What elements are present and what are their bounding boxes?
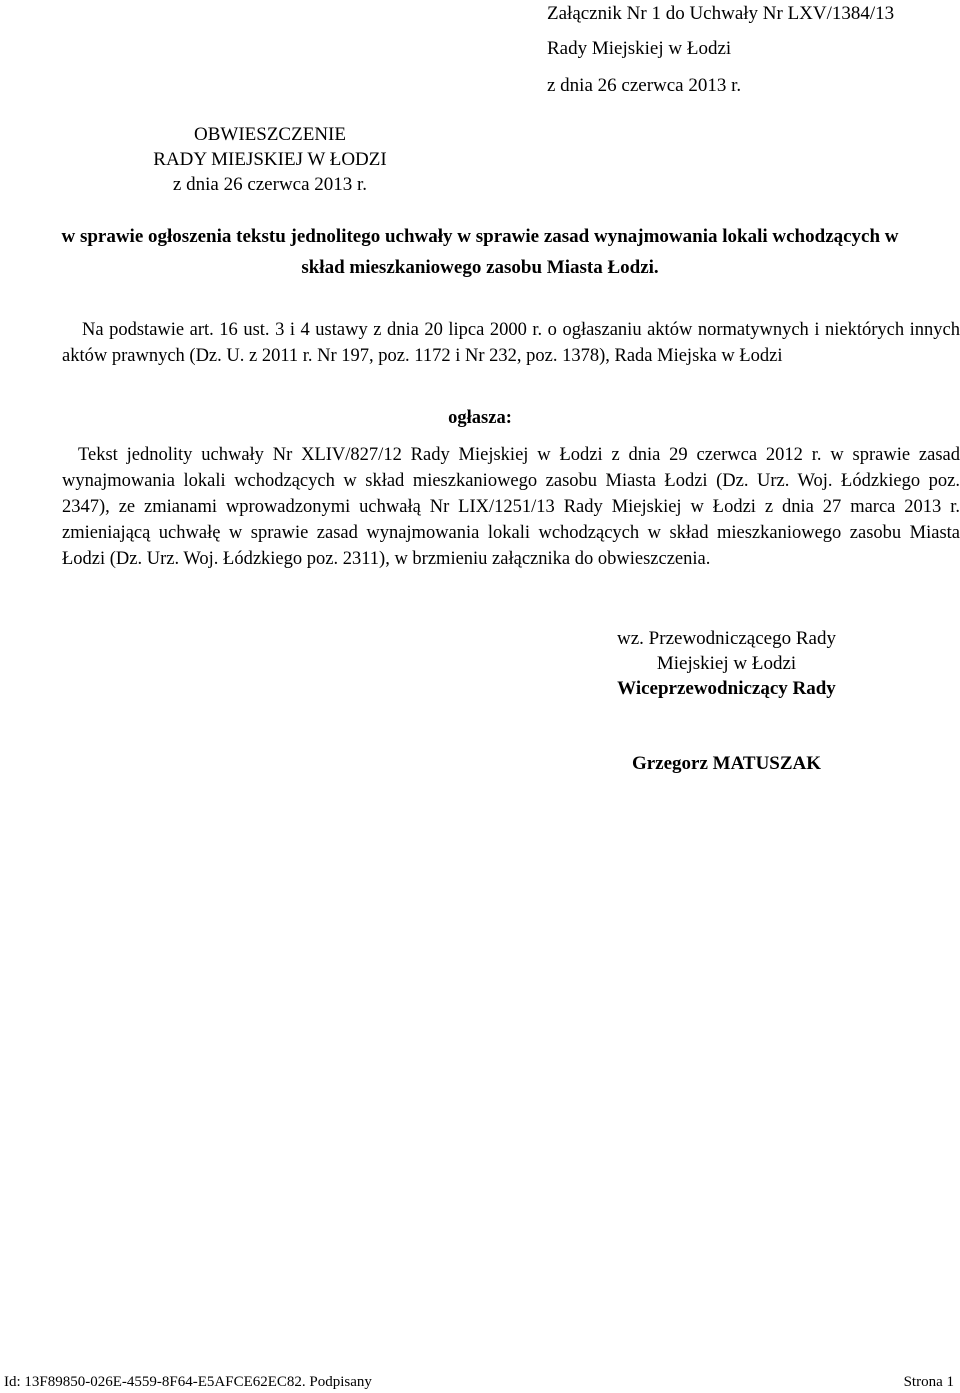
body-paragraph: Tekst jednolity uchwały Nr XLIV/827/12 Rady Miejskiej w Łodzi z dnia 29 czerwca 2012 r. w sprawie zasad wynajmowania lokali wchodzących w skład mieszkaniowego zasobu Miasta Łodzi (Dz. Urz. Woj. Łódzkiego poz. 2347), ze zmianami wprowadzonymi uchwałą Nr LIX/1251/13 Rady Miejskiej w Łodzi z dnia 27 marca 2013 r. zmieniającą uchwałę w sprawie zasad wynajmowania lokali wchodzących w skład mieszkaniowego zasobu Miasta Łodzi (Dz. Urz. Woj. Łódzkiego poz. 2311), w brzmieniu załącznika do obwieszczenia.	[62, 445, 960, 569]
signature-council: Miejskiej w Łodzi	[656, 653, 797, 674]
annex-header-line-1: Załącznik Nr 1 do Uchwały Nr LXV/1384/13	[547, 3, 895, 24]
footer-document-id: Id: 13F89850-026E-4559-8F64-E5AFCE62EC82. Podpisany	[4, 1374, 372, 1390]
legal-basis-paragraph: Na podstawie art. 16 ust. 3 i 4 ustawy z dnia 20 lipca 2000 r. o ogłaszaniu aktów normatywnych i niektórych innych aktów prawnych (Dz. U. z 2011 r. Nr 197, poz. 1172 i Nr 232, poz. 1378), Rada Miejska w Łodzi	[62, 320, 960, 366]
document-title: OBWIESZCZENIE	[194, 124, 346, 145]
annex-header-line-2: Rady Miejskiej w Łodzi	[547, 38, 732, 59]
signature-role: Wiceprzewodniczący Rady	[617, 678, 836, 699]
declaration-heading: ogłasza:	[448, 408, 512, 428]
signature-on-behalf: wz. Przewodniczącego Rady	[617, 628, 836, 649]
document-date: z dnia 26 czerwca 2013 r.	[172, 174, 368, 195]
signatory-name: Grzegorz MATUSZAK	[631, 753, 822, 774]
issuer-name: RADY MIEJSKIEJ W ŁODZI	[153, 149, 387, 170]
annex-header-line-3: z dnia 26 czerwca 2013 r.	[547, 75, 742, 96]
document-subject: w sprawie ogłoszenia tekstu jednolitego uchwały w sprawie zasad wynajmowania lokali wchodzących w skład mieszkaniowego zasobu Miasta Łodzi.	[61, 226, 899, 278]
footer-page-number: Strona 1	[903, 1374, 954, 1390]
